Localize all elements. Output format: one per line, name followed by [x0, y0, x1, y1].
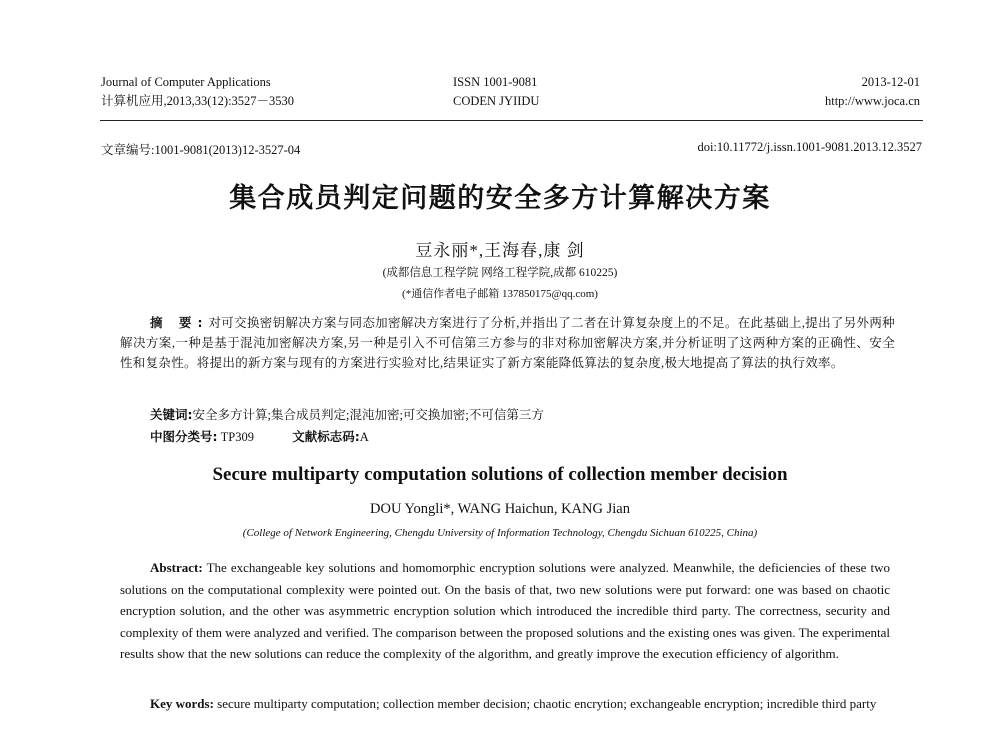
issn: ISSN 1001-9081 — [453, 75, 538, 89]
clc-label: 中图分类号: — [150, 429, 218, 444]
corresponding-email: (*通信作者电子邮箱 137850175@qq.com) — [402, 288, 598, 300]
english-title: Secure multiparty computation solutions of collection member decision — [212, 464, 788, 485]
publication-date: 2013-12-01 — [861, 75, 920, 89]
english-abstract-text: The exchangeable key solutions and homomorphic encryption solutions were analyzed. Meanwhile, the deficiencies of these two solutions on the computational complexity were pointed out. On the basis of that, two new solutions were put forward: one was based on chaotic encryption solution, and the other was asymmetric encryption solution which introduced the incredible third party. The correctness, security and complexity of them were analyzed and verified. The comparison between the proposed solutions and the existing ones was given. The experimental results show that the new solutions can reduce the complexity of the algorithm, and greatly improve the execution efficiency of algorithm. — [120, 560, 891, 661]
english-authors: DOU Yongli*, WANG Haichun, KANG Jian — [370, 501, 630, 517]
clc-value: TP309 — [220, 430, 254, 444]
journal-info — [101, 73, 294, 111]
journal-name-en: Journal of Computer Applications — [101, 75, 271, 89]
chinese-affiliation: (成都信息工程学院 网络工程学院,成都 610225) — [382, 267, 618, 279]
header-rule — [100, 120, 923, 121]
article-number: 文章编号:1001-9081(2013)12-3527-04 — [101, 143, 301, 157]
classification-line — [150, 427, 369, 445]
doc-code-label: 文献标志码: — [292, 429, 360, 444]
journal-date-url — [780, 73, 920, 111]
coden: CODEN JYIIDU — [453, 94, 540, 108]
journal-codes — [453, 73, 539, 111]
chinese-abstract — [120, 313, 895, 373]
english-keywords-text: secure multiparty computation; collection member decision; chaotic encrytion; exchangeable encryption; incredible third party — [217, 696, 877, 711]
chinese-keywords-label: 关键词: — [150, 407, 193, 422]
chinese-abstract-text: 对可交换密钥解决方案与同态加密解决方案进行了分析,并指出了二者在计算复杂度上的不足。在此基础上,提出了另外两种解决方案,一种是基于混沌加密解决方案,另一种是引入不可信第三方参与的非对称加密解决方案,并分析证明了这两种方案的正确性、安全性和复杂性。将提出的新方案与现有的方案进行实验对比,结果证实了新方案能降低算法的复杂度,极大地提高了算法的执行效率。 — [120, 316, 895, 370]
chinese-keywords — [150, 405, 544, 423]
doi: doi:10.11772/j.issn.1001-9081.2013.12.3527 — [697, 140, 922, 154]
chinese-title: 集合成员判定问题的安全多方计算解决方案 — [229, 183, 771, 214]
english-abstract — [120, 557, 890, 665]
doc-code-value: A — [359, 430, 369, 444]
english-keywords — [120, 694, 890, 714]
english-affiliation: (College of Network Engineering, Chengdu University of Information Technology, Chengdu Sichuan 610225, China) — [242, 527, 758, 539]
chinese-keywords-text: 安全多方计算;集合成员判定;混沌加密;可交换加密;不可信第三方 — [192, 408, 544, 422]
journal-url: http://www.joca.cn — [824, 94, 920, 108]
chinese-abstract-label: 摘 要: — [150, 315, 209, 330]
english-abstract-label: Abstract: — [150, 560, 203, 575]
chinese-authors: 豆永丽*,王海春,康 剑 — [415, 241, 585, 260]
journal-name-cn: 计算机应用,2013,33(12):3527－3530 — [101, 94, 295, 108]
english-keywords-label: Key words: — [150, 696, 214, 711]
